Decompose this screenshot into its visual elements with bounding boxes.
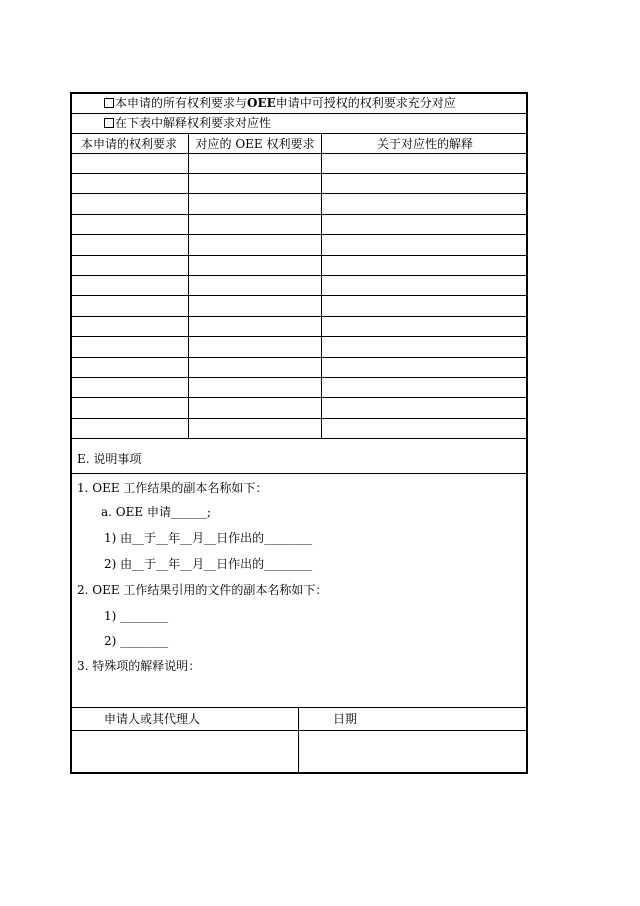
item-2: 2. OEE 工作结果引用的文件的副本名称如下： <box>77 583 328 597</box>
checkbox-label: 在下表中解释权利要求对应性 <box>115 116 272 130</box>
table-header-oee-claims: 对应的 OEE 权利要求 <box>195 137 315 151</box>
section-e-title: E. 说明事项 <box>77 452 142 466</box>
table-header-explanation: 关于对应性的解释 <box>376 137 473 151</box>
checkbox-label-part1: 本申请的所有权利要求与 <box>115 96 248 110</box>
table-bottom-border <box>70 438 528 439</box>
checkbox-row-all-claims[interactable] <box>104 95 456 111</box>
table-row <box>70 295 528 296</box>
table-row <box>70 214 528 215</box>
divider <box>70 473 528 474</box>
checkbox[interactable] <box>104 98 114 108</box>
table-row <box>70 397 528 398</box>
item-1-1: 1) 由__于__年__月__日作出的________ <box>104 531 313 545</box>
table-column-divider <box>188 133 189 438</box>
table-row <box>70 336 528 337</box>
divider <box>70 133 528 134</box>
applicant-signature-field[interactable] <box>71 731 298 772</box>
table-row <box>70 255 528 256</box>
item-3: 3. 特殊项的解释说明： <box>77 659 201 673</box>
checkbox[interactable] <box>104 118 114 128</box>
table-header-claims: 本申请的权利要求 <box>80 137 177 151</box>
checkbox-label-bold: OEE <box>247 96 276 110</box>
table-row <box>70 377 528 378</box>
table-row <box>70 193 528 194</box>
date-label: 日期 <box>333 712 358 726</box>
checkbox-row-explain[interactable] <box>104 115 271 131</box>
table-row <box>70 316 528 317</box>
table-row <box>70 153 528 154</box>
item-1-2: 2) 由__于__年__月__日作出的________ <box>104 557 313 571</box>
divider <box>70 707 528 708</box>
table-column-divider <box>321 133 322 438</box>
date-field[interactable] <box>299 731 527 772</box>
table-row <box>70 418 528 419</box>
applicant-label: 申请人或其代理人 <box>104 712 201 726</box>
item-2-1: 1) ________ <box>104 609 169 623</box>
table-row <box>70 275 528 276</box>
table-row <box>70 357 528 358</box>
table-row <box>70 173 528 174</box>
item-2-2: 2) ________ <box>104 634 169 648</box>
item-1: 1. OEE 工作结果的副本名称如下： <box>77 481 268 495</box>
table-row <box>70 234 528 235</box>
item-1a: a. OEE 申请______; <box>101 505 211 519</box>
checkbox-label-part2: 申请中可授权的权利要求充分对应 <box>275 96 456 110</box>
divider <box>70 113 528 114</box>
